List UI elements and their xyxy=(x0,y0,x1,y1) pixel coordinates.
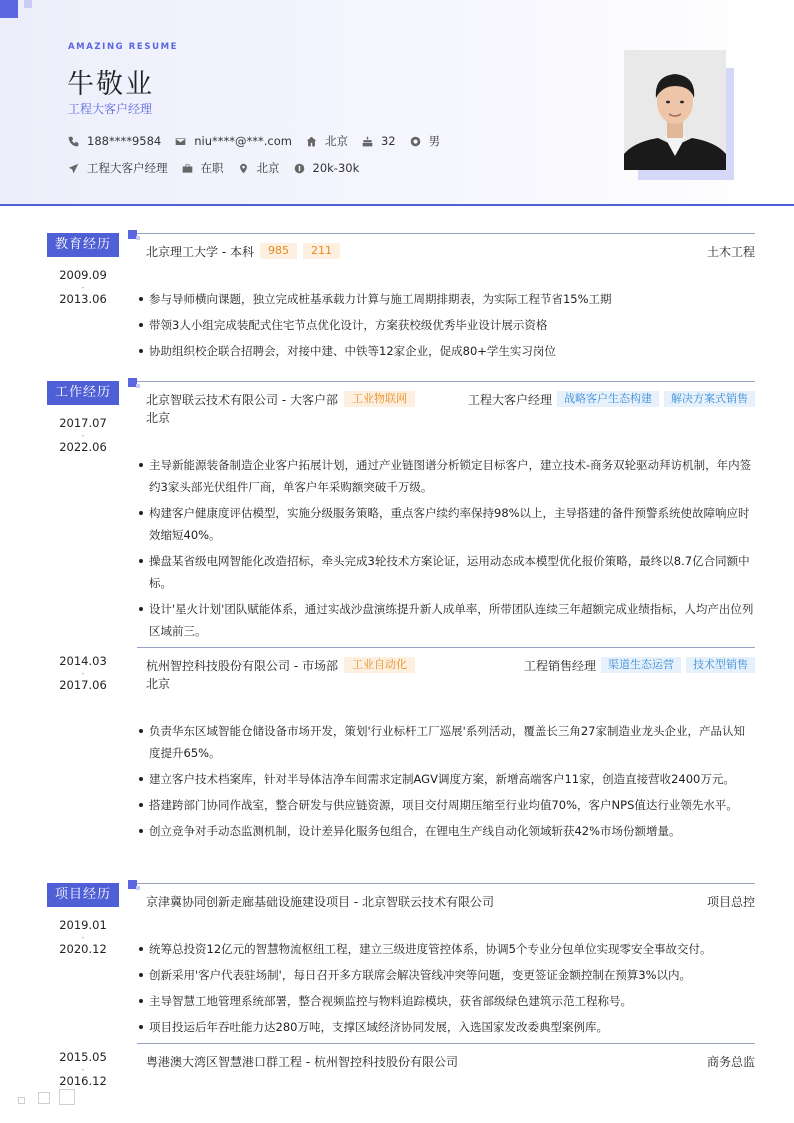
education-bullets xyxy=(137,288,755,366)
date-dash: - xyxy=(81,283,85,292)
status-text: 在职 xyxy=(200,161,224,175)
section-title-projects: 项目经历 xyxy=(47,883,119,907)
email-text: niu****@***.com xyxy=(194,134,292,148)
work-bullets xyxy=(137,454,755,646)
gender-item xyxy=(410,133,441,149)
work-location: 北京 xyxy=(146,411,171,425)
list-item: 设计'星火计划'团队赋能体系，通过实战沙盘演练提升新人成单率，所带团队连续三年超额完成业绩指标，人均产出位列区域前三。 xyxy=(137,598,755,642)
job-title: 工程大客户经理 xyxy=(68,102,153,116)
project-role: 商务总监 xyxy=(706,1054,755,1069)
date-start: 2014.03 xyxy=(59,654,107,668)
skill-tag: 解决方案式销售 xyxy=(664,391,755,407)
work-entry-header xyxy=(146,390,755,408)
home-icon xyxy=(306,136,317,147)
job-intent-row xyxy=(68,160,373,176)
home-item xyxy=(306,133,348,149)
section-title-work: 工作经历 xyxy=(47,381,119,405)
work-location: 北京 xyxy=(146,677,171,691)
list-item: 创新采用'客户代表驻场制'，每日召开多方联席会解决管线冲突等问题，变更签证金额控制在预算3%以内。 xyxy=(137,964,755,986)
project-bullets xyxy=(137,938,755,1042)
status-item xyxy=(182,160,224,176)
date-end: 2022.06 xyxy=(59,440,107,454)
project-title: 京津冀协同创新走廊基础设施建设项目 - 北京智联云技术有限公司 xyxy=(146,894,494,909)
date-dash: - xyxy=(81,669,85,678)
phone-icon xyxy=(68,136,79,147)
section-divider xyxy=(137,883,755,884)
project-role: 项目总控 xyxy=(706,894,755,909)
project-entry-header xyxy=(146,1052,755,1070)
work-bullets xyxy=(137,720,755,846)
contact-row xyxy=(68,133,454,149)
list-item: 参与导师横向课题，独立完成桩基承载力计算与施工周期排期表，为实际工程节省15%工期 xyxy=(137,288,755,310)
footer-decoration xyxy=(59,1089,75,1105)
date-end: 2017.06 xyxy=(59,678,107,692)
school-tag: 211 xyxy=(303,243,340,259)
section-title-education: 教育经历 xyxy=(47,233,119,257)
work-entry-header xyxy=(146,656,755,674)
briefcase-icon xyxy=(182,163,193,174)
date-end: 2016.12 xyxy=(59,1074,107,1088)
list-item: 主导新能源装备制造企业客户拓展计划，通过产业链图谱分析锁定目标客户，建立技术-商务双轮驱动拜访机制，年内签约3家头部光伏组件厂商，单客户年采购额突破千万级。 xyxy=(137,454,755,498)
industry-tag: 工业自动化 xyxy=(344,657,415,673)
footer-decoration xyxy=(18,1097,25,1104)
profile-photo xyxy=(624,50,726,170)
skill-tag: 技术型销售 xyxy=(686,657,755,673)
section-divider xyxy=(137,381,755,382)
list-item: 搭建跨部门协同作战室，整合研发与供应链资源，项目交付周期压缩至行业均值70%，客户NPS值达行业领先水平。 xyxy=(137,794,755,816)
list-item: 协助组织校企联合招聘会，对接中建、中铁等12家企业，促成80+学生实习岗位 xyxy=(137,340,755,362)
age-item xyxy=(362,134,396,148)
section-divider xyxy=(137,233,755,234)
gender-icon xyxy=(410,136,421,147)
company-name: 杭州智控科技股份有限公司 - 市场部 xyxy=(146,658,338,673)
skill-tag: 渠道生态运营 xyxy=(601,657,681,673)
date-end: 2013.06 xyxy=(59,292,107,306)
tagline: AMAZING RESUME xyxy=(68,42,179,52)
entry-divider xyxy=(137,1043,755,1044)
list-item: 创立竞争对手动态监测机制，设计差异化服务包组合，在锂电生产线自动化领域斩获42%市场份额增量。 xyxy=(137,820,755,842)
candidate-name: 牛敬业 xyxy=(67,69,154,100)
corner-decoration xyxy=(0,0,18,18)
project-title: 粤港澳大湾区智慧港口群工程 - 杭州智控科技股份有限公司 xyxy=(146,1054,458,1069)
gender-text: 男 xyxy=(428,134,441,148)
mail-icon xyxy=(175,136,186,147)
age-text: 32 xyxy=(380,134,396,148)
date-dash: - xyxy=(81,933,85,942)
list-item: 负责华东区域智能仓储设备市场开发，策划'行业标杆工厂巡展'系列活动，覆盖长三角27家制造业龙头企业，产品认知度提升65%。 xyxy=(137,720,755,764)
position-title: 工程销售经理 xyxy=(523,658,596,673)
date-start: 2019.01 xyxy=(59,918,107,932)
salary-item xyxy=(294,161,360,175)
company-name: 北京智联云技术有限公司 - 大客户部 xyxy=(146,392,338,407)
list-item: 带领3人小组完成装配式住宅节点优化设计，方案获校级优秀毕业设计展示资格 xyxy=(137,314,755,336)
entry-divider xyxy=(137,647,755,648)
list-item: 统筹总投资12亿元的智慧物流枢纽工程，建立三级进度管控体系，协调5个专业分包单位实现零安全事故交付。 xyxy=(137,938,755,960)
footer-decoration xyxy=(38,1092,50,1104)
phone-text: 188****9584 xyxy=(87,134,162,148)
position-title: 工程大客户经理 xyxy=(467,392,552,407)
skill-tag: 战略客户生态构建 xyxy=(557,391,659,407)
intent-position-item xyxy=(68,160,168,176)
intent-position-text: 工程大客户经理 xyxy=(87,161,168,175)
list-item: 建立客户技术档案库，针对半导体洁净车间需求定制AGV调度方案，新增高端客户11家，创造直接营收2400万元。 xyxy=(137,768,755,790)
city-item xyxy=(238,160,280,176)
date-start: 2015.05 xyxy=(59,1050,107,1064)
corner-decoration-small xyxy=(24,0,32,8)
list-item: 构建客户健康度评估模型，实施分级服务策略，重点客户续约率保持98%以上，主导搭建的备件预警系统使故障响应时效缩短40%。 xyxy=(137,502,755,546)
section-marker xyxy=(128,230,137,239)
school-name: 北京理工大学 - 本科 xyxy=(146,244,254,259)
list-item: 主导智慧工地管理系统部署，整合视频监控与物料追踪模块，获省部级绿色建筑示范工程称号。 xyxy=(137,990,755,1012)
send-icon xyxy=(68,163,79,174)
education-entry-header xyxy=(146,242,755,260)
email-item xyxy=(175,134,292,148)
section-marker xyxy=(128,378,137,387)
phone-item xyxy=(68,134,161,148)
date-end: 2020.12 xyxy=(59,942,107,956)
list-item: 项目投运后年吞吐能力达280万吨，支撑区域经济协同发展，入选国家发改委典型案例库。 xyxy=(137,1016,755,1038)
project-entry-header xyxy=(146,892,755,910)
school-tag: 985 xyxy=(260,243,297,259)
location-pin-icon xyxy=(238,163,249,174)
list-item: 操盘某省级电网智能化改造招标，牵头完成3轮技术方案论证，运用动态成本模型优化报价策略，最终以8.7亿合同额中标。 xyxy=(137,550,755,594)
industry-tag: 工业物联网 xyxy=(344,391,415,407)
date-start: 2017.07 xyxy=(59,416,107,430)
date-start: 2009.09 xyxy=(59,268,107,282)
resume-header xyxy=(0,0,794,206)
salary-text: 20k-30k xyxy=(312,161,360,175)
salary-icon xyxy=(294,163,305,174)
home-text: 北京 xyxy=(324,134,348,148)
city-text: 北京 xyxy=(256,161,280,175)
date-dash: - xyxy=(81,431,85,440)
major: 土木工程 xyxy=(706,244,755,259)
cake-icon xyxy=(362,136,373,147)
section-marker xyxy=(128,880,137,889)
date-dash: - xyxy=(81,1065,85,1074)
